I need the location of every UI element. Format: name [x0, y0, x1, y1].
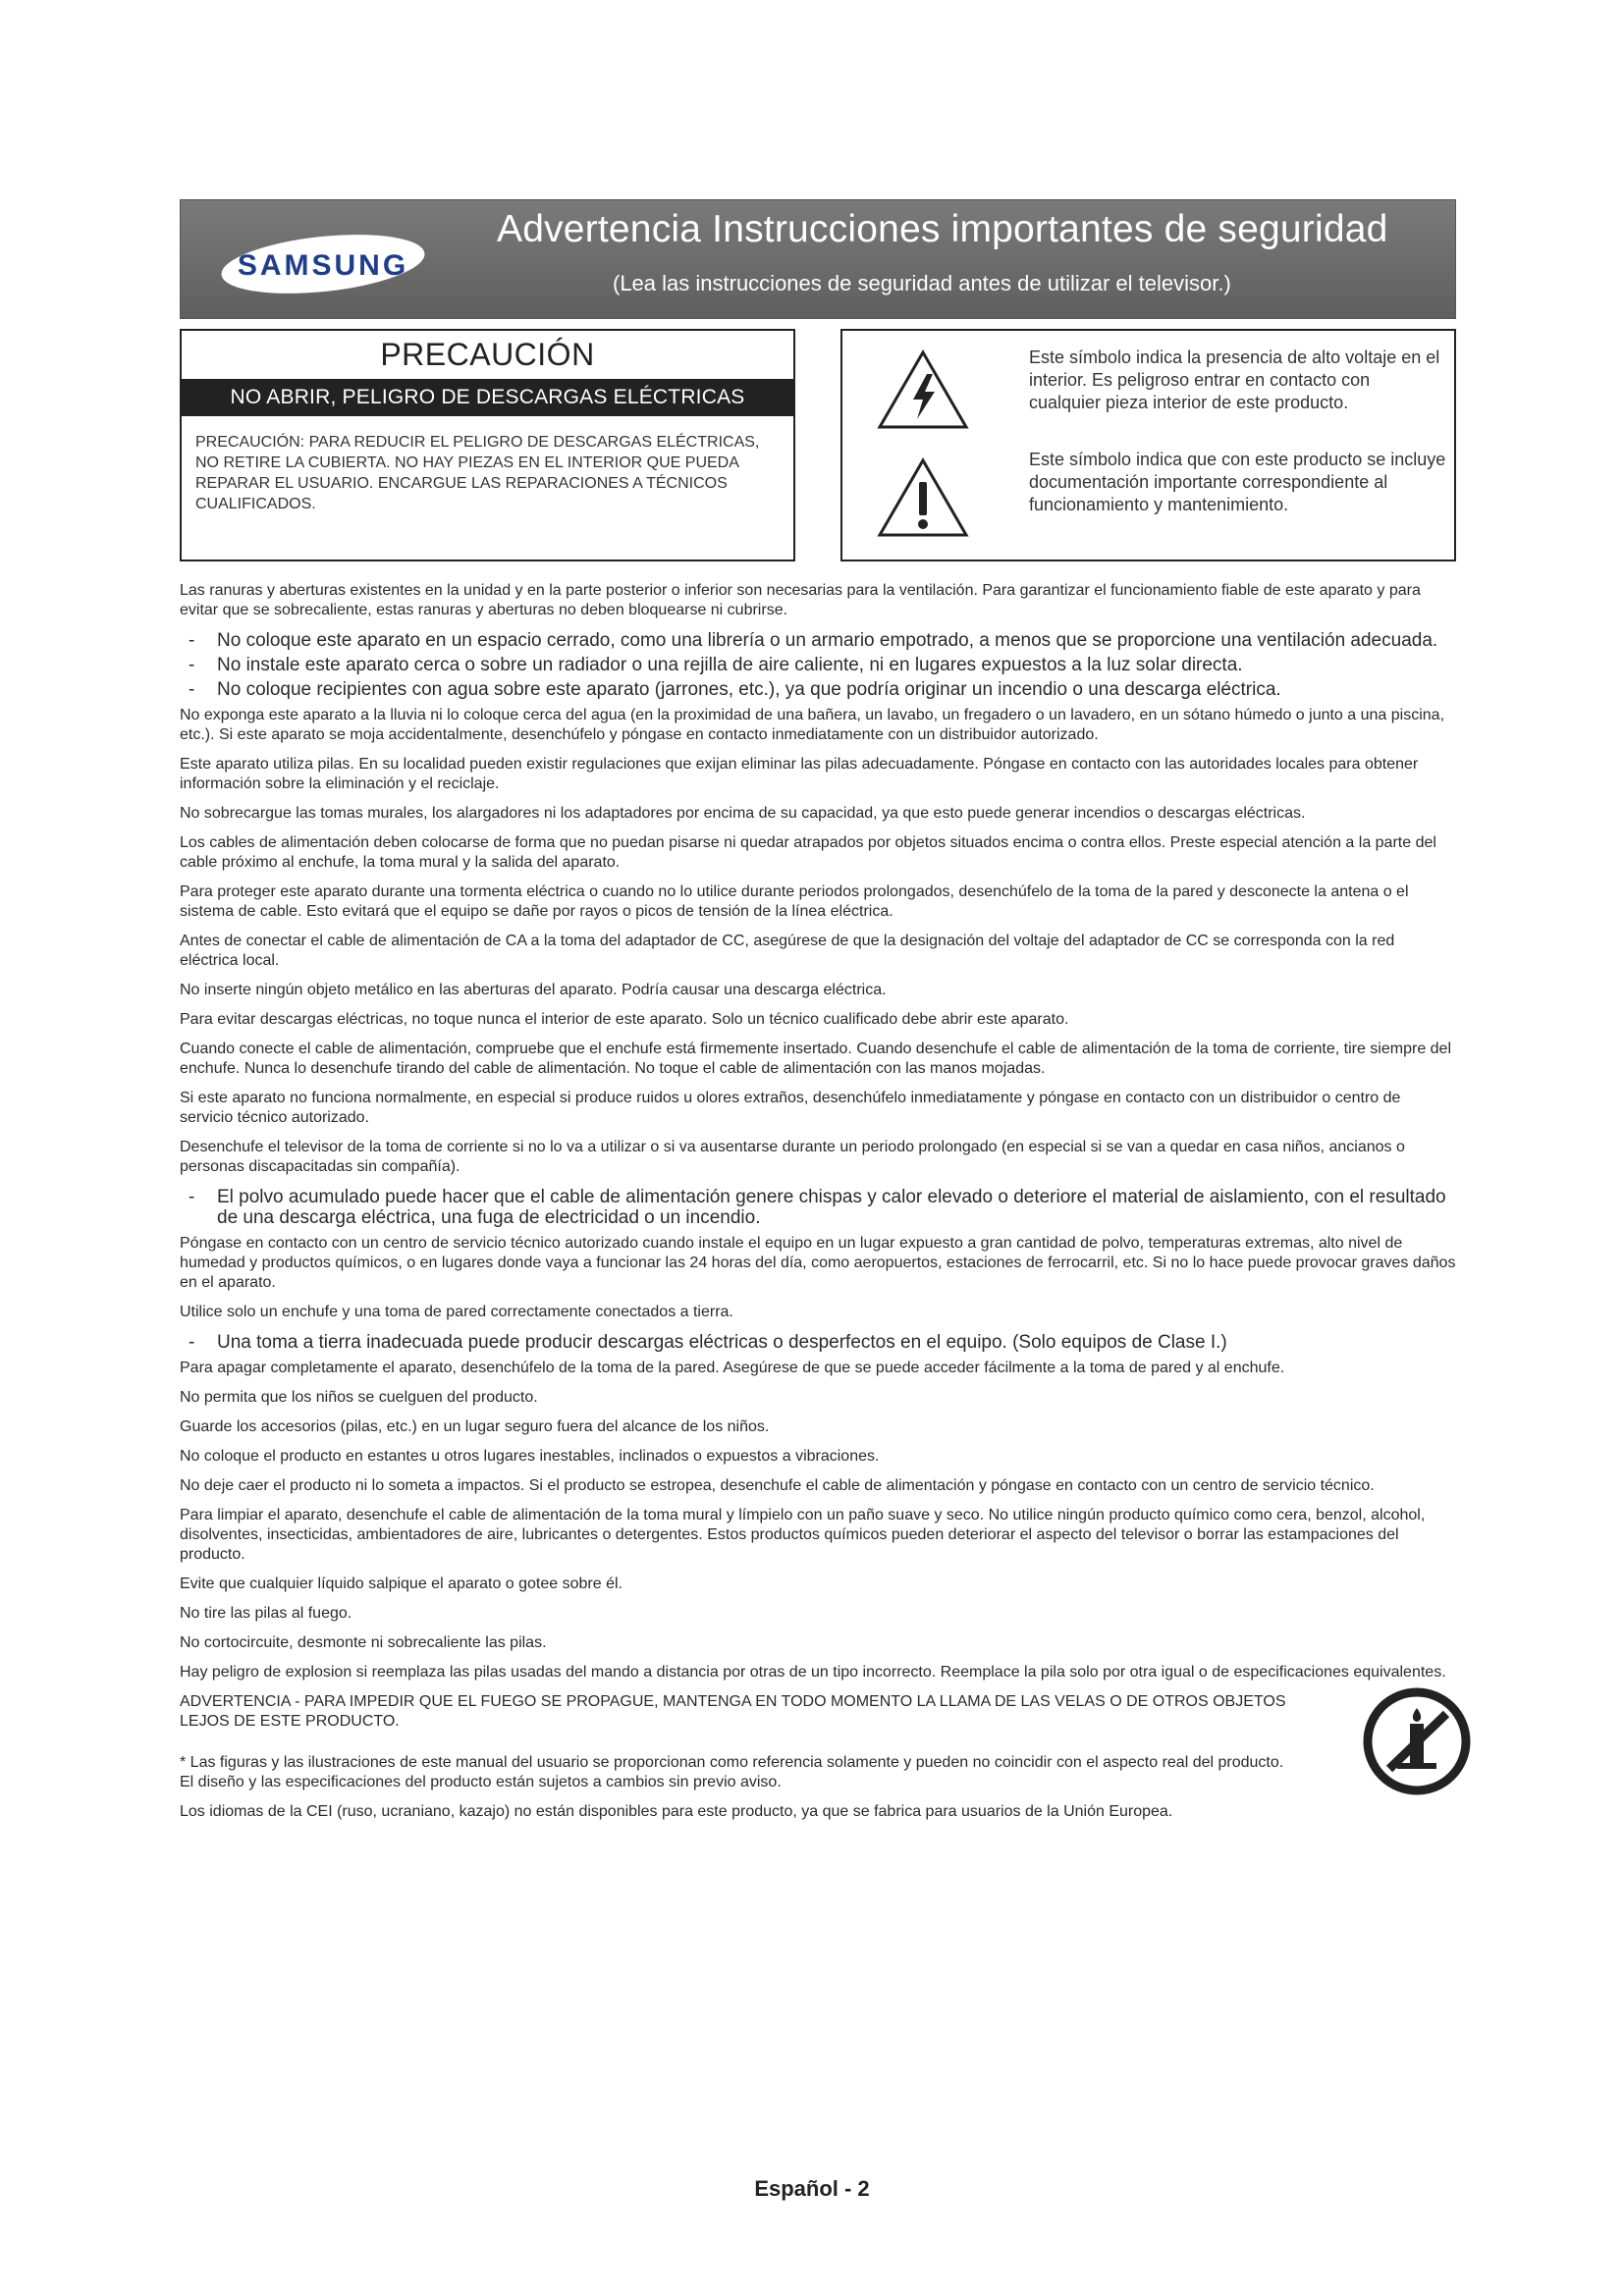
candle-warning-row: [180, 1692, 1456, 1732]
paragraph: No tire las pilas al fuego.: [180, 1605, 352, 1622]
paragraph: No deje caer el producto ni lo someta a impactos. Si el producto se estropea, desenchufe el cable de alimentación y póngase en contacto con un centro de servicio técnico.: [180, 1477, 1375, 1494]
no-candles-icon: [1360, 1684, 1474, 1798]
list-item: - Una toma a tierra inadecuada puede producir descargas eléctricas o desperfectos en el equipo. (Solo equipos de Clase I.): [180, 1332, 1456, 1353]
footnotes: [180, 1753, 1456, 1822]
paragraph: Cuando conecte el cable de alimentación, compruebe que el enchufe está firmemente insertado. Cuando desenchufe el cable de alimentación de la toma de corriente, tire siempre del enchufe. Nunca lo desenchufe tirando del cable de alimentación. No toque el cable de alimentación con las manos mojadas.: [180, 1041, 1452, 1077]
list-item: - El polvo acumulado puede hacer que el cable de alimentación genere chispas y calor elevado o deteriore el material de aislamiento, con el resultado de una descarga eléctrica, una fuga de electricidad o un incendio.: [180, 1187, 1456, 1228]
paragraph: Para apagar completamente el aparato, desenchúfelo de la toma de la pared. Asegúrese de que se puede acceder fácilmente a la toma de pared y al enchufe.: [180, 1360, 1285, 1376]
high-voltage-warning-icon: [876, 348, 970, 431]
paragraph: Para evitar descargas eléctricas, no toque nunca el interior de este aparato. Solo un técnico cualificado debe abrir este aparato.: [180, 1011, 1069, 1028]
symbols-box: [840, 329, 1456, 561]
page-title: Advertencia Instrucciones importantes de seguridad: [497, 208, 1388, 250]
bullet-list: [180, 630, 1456, 700]
paragraph: No sobrecargue las tomas murales, los alargadores ni los adaptadores por encima de su capacidad, ya que esto puede generar incendios o descargas eléctricas.: [180, 805, 1306, 822]
paragraph: Si este aparato no funciona normalmente, en especial si produce ruidos u olores extraños, desenchúfelo inmediatamente y póngase en contacto con un distribuidor o centro de servicio técnico autorizado.: [180, 1090, 1401, 1126]
page-number: Español - 2: [754, 2176, 870, 2201]
paragraph: No permita que los niños se cuelguen del producto.: [180, 1389, 538, 1406]
documentation-symbol-text: Este símbolo indica que con este producto se incluye documentación importante correspondiente al funcionamiento y mantenimiento.: [1029, 450, 1446, 514]
paragraph: Desenchufe el televisor de la toma de corriente si no lo va a utilizar o si va ausentarse durante un periodo prolongado (en especial si se van a quedar en casa niños, ancianos o personas discapacitadas sin compañía).: [180, 1139, 1405, 1175]
body-text: [180, 581, 1456, 1822]
paragraph: Los cables de alimentación deben colocarse de forma que no puedan pisarse ni quedar atrapados por objetos situados encima o contra ellos. Preste especial atención a la parte del cable próximo al enchufe, la toma mural y la salida del aparato.: [180, 834, 1436, 871]
caution-text: PRECAUCIÓN: PARA REDUCIR EL PELIGRO DE DESCARGAS ELÉCTRICAS, NO RETIRE LA CUBIERTA. NO HAY PIEZAS EN EL INTERIOR QUE PUEDA REPARAR EL USUARIO. ENCARGUE LAS REPARACIONES A TÉCNICOS CUALIFICADOS.: [195, 434, 760, 512]
manual-page: [180, 199, 1456, 1832]
header-banner: [180, 199, 1456, 319]
list-item: - No instale este aparato cerca o sobre un radiador o una rejilla de aire caliente, ni en lugares expuestos a la luz solar directa.: [180, 655, 1456, 675]
brand-text: SAMSUNG: [237, 249, 409, 282]
paragraph: Póngase en contacto con un centro de servicio técnico autorizado cuando instale el equipo en un lugar expuesto a gran cantidad de polvo, temperaturas extremas, alto nivel de humedad y productos químicos, o en lugares donde vaya a funcionar las 24 horas del día, como aeropuertos, estaciones de ferrocarril, etc. Si no lo hace puede provocar graves daños en el aparato.: [180, 1235, 1456, 1291]
paragraph: Este aparato utiliza pilas. En su localidad pueden existir regulaciones que exijan eliminar las pilas adecuadamente. Póngase en contacto con las autoridades locales para obtener información sobre la eliminación y el reciclaje.: [180, 756, 1419, 792]
paragraph: Para limpiar el aparato, desenchufe el cable de alimentación de la toma mural y límpielo con un paño suave y seco. No utilice ningún producto químico como cera, benzol, alcohol, disolventes, insecticidas, ambientadores de aire, lubricantes o detergentes. Estos productos químicos pueden deteriorar el aspecto del televisor o borrar las estampaciones del producto.: [180, 1507, 1426, 1563]
paragraph: Utilice solo un enchufe y una toma de pared correctamente conectados a tierra.: [180, 1304, 733, 1320]
voltage-symbol-text: Este símbolo indica la presencia de alto voltaje en el interior. Es peligroso entrar en contacto con cualquier pieza interior de este producto.: [1029, 347, 1440, 412]
paragraph: No inserte ningún objeto metálico en las aberturas del aparato. Podría causar una descarga eléctrica.: [180, 982, 887, 998]
exclamation-warning-icon: [876, 456, 970, 539]
paragraph: Evite que cualquier líquido salpique el aparato o gotee sobre él.: [180, 1575, 623, 1592]
caution-row: [180, 329, 1456, 561]
paragraph: No coloque el producto en estantes u otros lugares inestables, inclinados o expuestos a vibraciones.: [180, 1448, 880, 1465]
footnote: * Las figuras y las ilustraciones de este manual del usuario se proporcionan como referencia solamente y pueden no coincidir con el aspecto real del producto. El diseño y las especificaciones del producto están sujetos a cambios sin previo aviso.: [180, 1754, 1284, 1790]
page-subtitle: (Lea las instrucciones de seguridad antes de utilizar el televisor.): [613, 271, 1231, 295]
list-item: - No coloque este aparato en un espacio cerrado, como una librería o un armario empotrado, a menos que se proporcione una ventilación adecuada.: [180, 630, 1456, 651]
paragraph: No cortocircuite, desmonte ni sobrecaliente las pilas.: [180, 1634, 547, 1651]
samsung-logo: [218, 233, 428, 295]
paragraph: Para proteger este aparato durante una tormenta eléctrica o cuando no lo utilice durante periodos prolongados, desenchúfelo de la toma de la pared y desconecte la antena o el sistema de cable. Esto evitará que el equipo se dañe por rayos o picos de tensión de la línea eléctrica.: [180, 883, 1409, 920]
paragraph: No exponga este aparato a la lluvia ni lo coloque cerca del agua (en la proximidad de una bañera, un lavabo, un fregadero o un lavadero, en un sótano húmedo o junto a una piscina, etc.). Si este aparato se moja accidentalmente, desenchúfelo y póngase en contacto inmediatamente con un distribuidor autorizado.: [180, 707, 1445, 743]
paragraph: Antes de conectar el cable de alimentación de CA a la toma del adaptador de CC, asegúrese de que la designación del voltaje del adaptador de CC se corresponda con la red eléctrica local.: [180, 933, 1395, 969]
paragraph: Hay peligro de explosion si reemplaza las pilas usadas del mando a distancia por otras de un tipo incorrecto. Reemplace la pila solo por otra igual o de especificaciones equivalentes.: [180, 1664, 1446, 1681]
candle-warning: ADVERTENCIA - PARA IMPEDIR QUE EL FUEGO SE PROPAGUE, MANTENGA EN TODO MOMENTO LA LLAMA DE LAS VELAS O DE OTROS OBJETOS LEJOS DE ESTE PRODUCTO.: [180, 1693, 1286, 1730]
caution-title: PRECAUCIÓN: [380, 337, 595, 372]
caution-bar: NO ABRIR, PELIGRO DE DESCARGAS ELÉCTRICAS: [182, 379, 793, 416]
bullet-list: [180, 1187, 1456, 1228]
caution-box: [180, 329, 795, 561]
paragraph: Guarde los accesorios (pilas, etc.) en un lugar seguro fuera del alcance de los niños.: [180, 1418, 770, 1435]
paragraph: Las ranuras y aberturas existentes en la unidad y en la parte posterior o inferior son necesarias para la ventilación. Para garantizar el funcionamiento fiable de este aparato y para evitar que se sobrecaliente, estas ranuras y aberturas no deben bloquearse ni cubrirse.: [180, 582, 1421, 618]
footnote: Los idiomas de la CEI (ruso, ucraniano, kazajo) no están disponibles para este producto, ya que se fabrica para usuarios de la Unión Europea.: [180, 1803, 1173, 1820]
list-item: - No coloque recipientes con agua sobre este aparato (jarrones, etc.), ya que podría originar un incendio o una descarga eléctrica.: [180, 679, 1456, 700]
bullet-list: [180, 1332, 1456, 1353]
